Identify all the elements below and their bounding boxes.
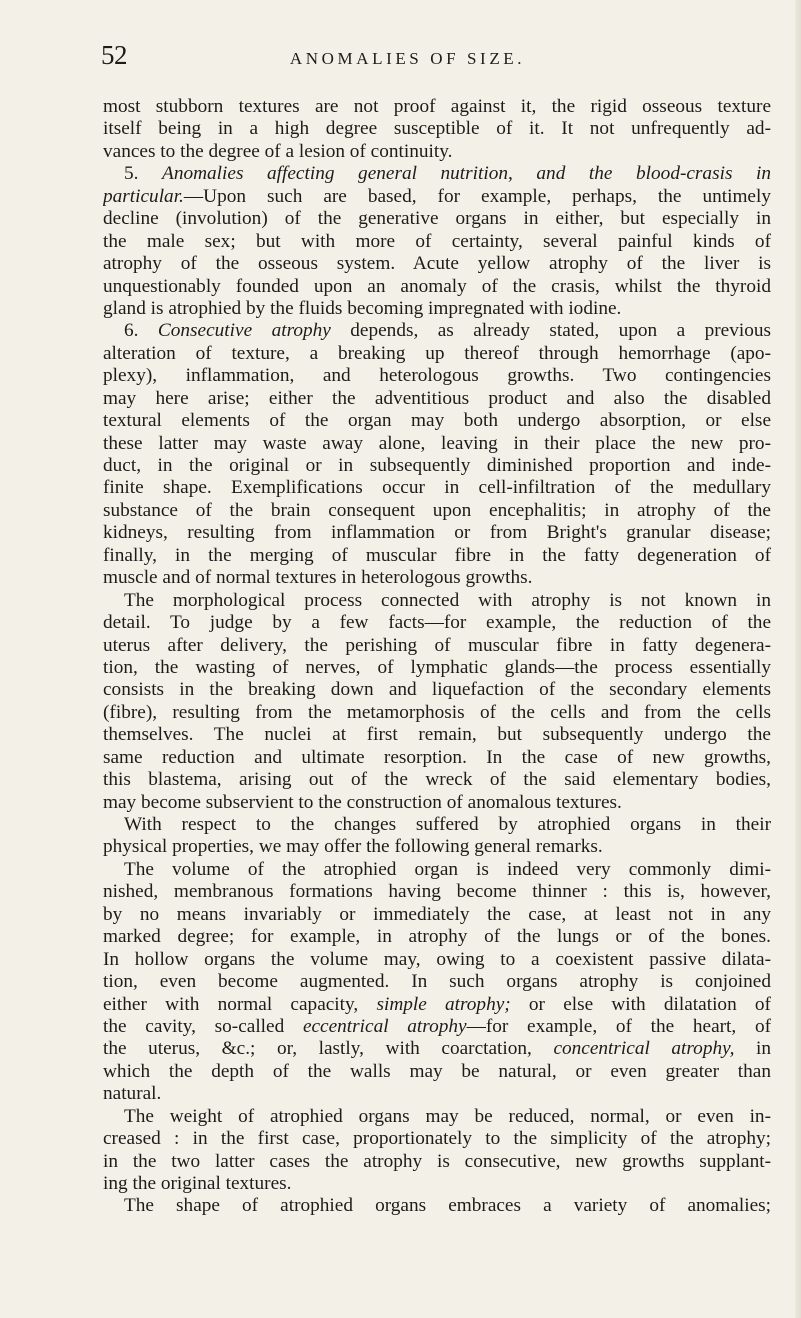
text-line — [103, 1128, 771, 1150]
text-segment: depends, as already stated, upon a previous — [330, 320, 771, 342]
text-segment: muscle and of normal textures in heterologous growths. — [103, 567, 533, 589]
text-segment: finite shape. Exemplifications occur in cell-infiltration of the medullary — [103, 477, 771, 499]
text-line — [103, 769, 771, 791]
text-line — [103, 836, 771, 858]
text-segment: 5. — [124, 163, 163, 185]
text-segment: The shape of atrophied organs embraces a variety of anomalies; — [124, 1195, 771, 1217]
text-line — [103, 433, 771, 455]
text-line — [103, 343, 771, 365]
text-line — [103, 679, 771, 701]
text-line — [103, 994, 771, 1016]
text-segment: the male sex; but with more of certainty, several painful kinds of — [103, 230, 771, 252]
text-segment: natural. — [103, 1083, 162, 1105]
text-segment: either with normal capacity, — [103, 993, 377, 1015]
text-segment: tion, even become augmented. In such organs atrophy is conjoined — [103, 971, 771, 993]
text-line — [103, 1173, 771, 1195]
running-head: ANOMALIES OF SIZE. — [289, 49, 526, 68]
text-line — [103, 141, 771, 163]
text-line — [103, 500, 771, 522]
text-line — [103, 455, 771, 477]
text-line — [103, 365, 771, 387]
text-segment: The weight of atrophied organs may be reduced, normal, or even in- — [124, 1105, 771, 1127]
text-line — [103, 1083, 771, 1105]
text-line — [103, 1038, 771, 1060]
text-line — [103, 814, 771, 836]
text-segment: (fibre), resulting from the metamorphosis of the cells and from the cells — [103, 701, 771, 723]
text-segment: or else with dilatation of — [510, 993, 771, 1015]
text-segment: tion, the wasting of nerves, of lymphatic glands—the process essentially — [103, 656, 771, 678]
text-line — [103, 949, 771, 971]
text-line — [103, 635, 771, 657]
text-line — [103, 1106, 771, 1128]
italic-segment: Consecutive atrophy — [157, 320, 331, 342]
text-segment: atrophy of the osseous system. Acute yellow atrophy of the liver is — [103, 253, 771, 275]
text-line — [103, 590, 771, 612]
text-segment: in the two latter cases the atrophy is consecutive, new growths supplant- — [103, 1150, 771, 1172]
text-segment: finally, in the merging of muscular fibre in the fatty degeneration of — [103, 544, 771, 566]
text-line — [103, 253, 771, 275]
text-line — [103, 881, 771, 903]
text-segment: plexy), inflammation, and heterologous growths. Two contingencies — [103, 365, 771, 387]
text-line — [103, 410, 771, 432]
text-line — [103, 792, 771, 814]
text-segment: alteration of texture, a breaking up thereof through hemorrhage (apo- — [103, 342, 771, 364]
text-line — [103, 747, 771, 769]
text-segment: gland is atrophied by the fluids becoming impregnated with iodine. — [103, 297, 622, 319]
text-line — [103, 320, 771, 342]
text-segment: nished, membranous formations having become thinner : this is, however, — [103, 881, 771, 903]
text-line — [103, 522, 771, 544]
text-segment: textural elements of the organ may both undergo absorption, or else — [103, 410, 771, 432]
text-segment: unquestionably founded upon an anomaly of the crasis, whilst the thyroid — [103, 275, 771, 297]
text-line — [103, 904, 771, 926]
text-line — [103, 96, 771, 118]
page-number: 52 — [101, 40, 127, 70]
text-segment: —for example, of the heart, of — [466, 1015, 771, 1037]
text-line — [103, 388, 771, 410]
text-line — [103, 545, 771, 567]
text-line — [103, 231, 771, 253]
text-line — [103, 926, 771, 948]
text-line — [103, 657, 771, 679]
text-line — [103, 1016, 771, 1038]
text-segment: uterus after delivery, the perishing of muscular fibre in fatty degenera- — [103, 634, 771, 656]
text-line — [103, 971, 771, 993]
text-line — [103, 298, 771, 320]
text-line — [103, 859, 771, 881]
text-segment: duct, in the original or in subsequently diminished proportion and inde- — [103, 455, 771, 476]
text-line — [103, 724, 771, 746]
text-segment: 6. — [124, 320, 158, 342]
text-line — [103, 702, 771, 724]
italic-segment: simple atrophy; — [376, 993, 511, 1015]
text-segment: the cavity, so-called — [103, 1015, 303, 1037]
italic-segment: eccentrical atrophy — [302, 1015, 467, 1037]
text-line — [103, 208, 771, 230]
text-segment: same reduction and ultimate resorption. In the case of new growths, — [103, 746, 771, 768]
text-segment: ing the original textures. — [103, 1173, 292, 1194]
page-header — [0, 40, 801, 80]
text-segment: In hollow organs the volume may, owing to a coexistent passive dilata- — [103, 948, 771, 970]
text-segment: the uterus, &c.; or, lastly, with coarctation, — [103, 1038, 554, 1060]
text-line — [103, 163, 771, 185]
body-text — [103, 96, 771, 1218]
text-segment: themselves. The nuclei at first remain, but subsequently undergo the — [103, 724, 771, 746]
text-line — [103, 567, 771, 589]
text-segment: With respect to the changes suffered by atrophied organs in their — [124, 814, 771, 835]
text-line — [103, 477, 771, 499]
text-segment: this blastema, arising out of the wreck of the said elementary bodies, — [103, 769, 771, 791]
text-segment: may become subservient to the construction of anomalous textures. — [103, 791, 622, 813]
text-line — [103, 612, 771, 634]
text-segment: detail. To judge by a few facts—for example, the reduction of the — [103, 612, 771, 634]
text-segment: these latter may waste away alone, leaving in their place the new pro- — [103, 432, 771, 454]
text-segment: —Upon such are based, for example, perhaps, the untimely — [183, 185, 771, 207]
text-segment: itself being in a high degree susceptible of it. It not unfrequently ad- — [103, 118, 771, 140]
text-segment: which the depth of the walls may be natural, or even greater than — [103, 1060, 771, 1082]
page-edge — [795, 0, 801, 1318]
text-segment: may here arise; either the adventitious product and also the disabled — [103, 387, 771, 409]
text-segment: consists in the breaking down and liquefaction of the secondary elements — [103, 679, 771, 701]
text-segment: The morphological process connected with atrophy is not known in — [124, 589, 771, 611]
italic-segment: particular. — [103, 185, 184, 207]
text-line — [103, 118, 771, 140]
text-line — [103, 1195, 771, 1217]
text-line — [103, 1151, 771, 1173]
text-line — [103, 186, 771, 208]
text-segment: creased : in the first case, proportionately to the simplicity of the atrophy; — [103, 1128, 771, 1150]
text-segment: decline (involution) of the generative organs in either, but especially in — [103, 208, 771, 230]
italic-segment: concentrical atrophy, — [553, 1038, 735, 1060]
text-segment: in — [734, 1038, 771, 1060]
italic-segment: Anomalies affecting general nutrition, and the blood-crasis in — [162, 163, 771, 185]
text-segment: The volume of the atrophied organ is indeed very commonly dimi- — [124, 858, 771, 880]
text-line — [103, 1061, 771, 1083]
text-segment: physical properties, we may offer the following general remarks. — [103, 836, 603, 858]
text-segment: most stubborn textures are not proof against it, the rigid osseous texture — [103, 96, 771, 117]
text-segment: marked degree; for example, in atrophy of the lungs or of the bones. — [103, 926, 771, 948]
text-segment: by no means invariably or immediately the case, at least not in any — [103, 903, 771, 925]
text-segment: kidneys, resulting from inflammation or from Bright's granular disease; — [103, 522, 771, 544]
text-segment: substance of the brain consequent upon encephalitis; in atrophy of the — [103, 499, 771, 521]
text-segment: vances to the degree of a lesion of continuity. — [103, 140, 453, 162]
text-line — [103, 276, 771, 298]
